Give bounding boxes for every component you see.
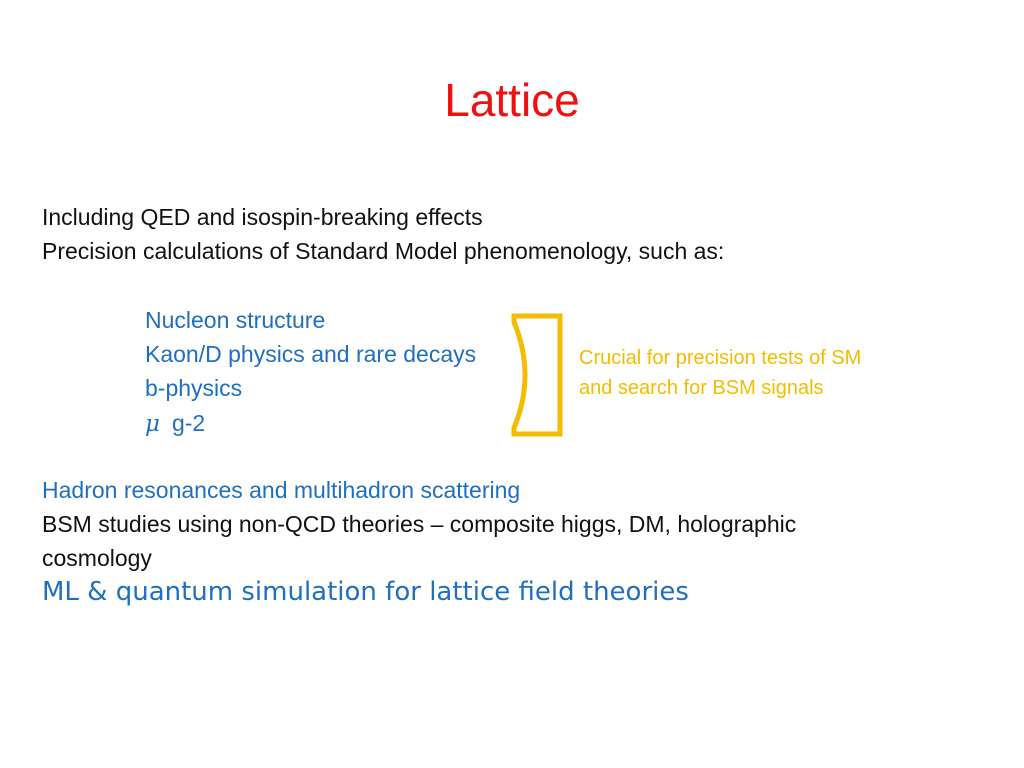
topic-g2: g-2 <box>171 410 206 436</box>
cosmology-line: cosmology <box>42 545 152 571</box>
note-line-1: Crucial for precision tests of SM <box>579 347 862 369</box>
intro-line-qed: Including QED and isospin-breaking effects <box>42 204 483 230</box>
topic-kaon: Kaon/D physics and rare decays <box>145 341 477 367</box>
mu-symbol: μ <box>145 411 160 437</box>
right-bracket-icon <box>510 312 564 438</box>
topic-nucleon: Nucleon structure <box>145 307 326 333</box>
topic-bphysics: b-physics <box>145 375 243 401</box>
note-line-2: and search for BSM signals <box>579 377 824 399</box>
ml-quantum-line: ML & quantum simulation for lattice field theories <box>42 577 689 607</box>
bsm-studies-line: BSM studies using non-QCD theories – composite higgs, DM, holographic <box>42 511 797 537</box>
slide-title: Lattice <box>444 74 580 126</box>
hadron-resonances-line: Hadron resonances and multihadron scattering <box>42 477 521 503</box>
topic-muon <box>145 408 205 439</box>
intro-line-precision: Precision calculations of Standard Model phenomenology, such as: <box>42 238 725 264</box>
